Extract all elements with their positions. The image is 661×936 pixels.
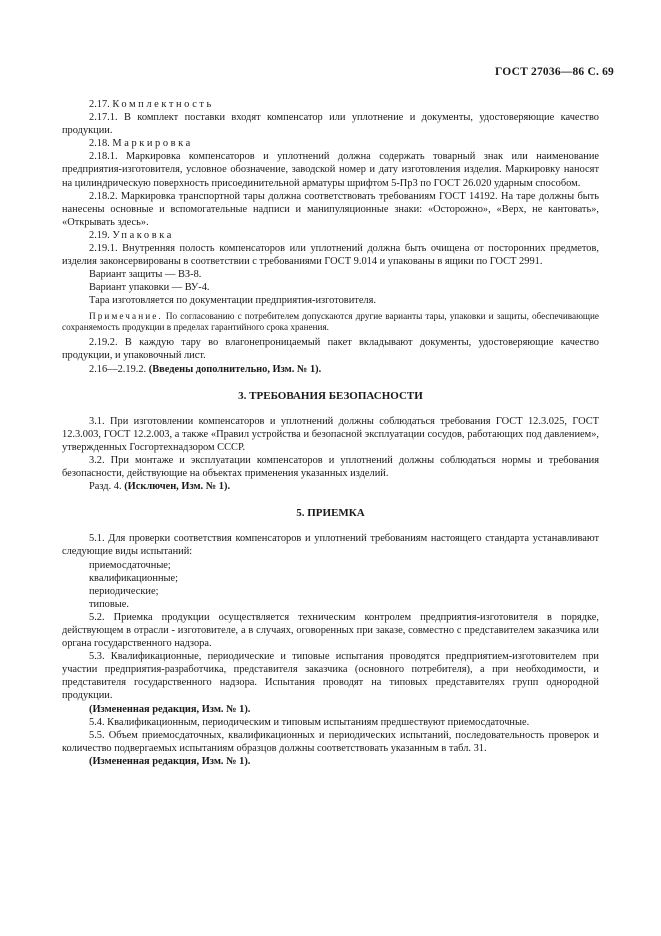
note-paragraph — [62, 311, 599, 334]
paragraph-2-18-1: 2.18.1. Маркировка компенсаторов и уплотнений должна содержать товарный знак или наименование предприятия-изготовителя, условное обозначение, заводской номер и дату изготовления изделия. Маркировку наносят на цилиндрическую поверхность присоединительной арматуры шрифтом 5-Пр3 по ГОСТ 26.020 ударным способом. — [62, 151, 599, 189]
paragraph-5-2: 5.2. Приемка продукции осуществляется техническим контролем предприятия-изготовителя в порядке, действующем в отрасли - изготовителе, а в случаях, оговоренных при заказе, совместно с представителем заказчика или органа государственного надзора. — [62, 611, 599, 650]
amendment-ref: 2.16—2.19.2. — [89, 363, 147, 375]
section-number: 2.19. — [89, 229, 110, 241]
paragraph-2-19-2: 2.19.2. В каждую тару во влагонепроницаемый пакет вкладывают документы, удостоверяющие качество продукции, и упаковочный лист. — [62, 337, 599, 362]
page-content — [62, 98, 599, 768]
amendment-text: (Введены дополнительно, Изм. № 1). — [148, 363, 322, 375]
section-2-19-heading — [62, 229, 599, 242]
page-header: ГОСТ 27036—86 С. 69 — [495, 66, 614, 78]
paragraph-2-18-2: 2.18.2. Маркировка транспортной тары должна соответствовать требованиям ГОСТ 14192. На таре должны быть нанесены основные и вспомогательные надписи и манипуляционные знаки: «Осторожно», «Верх, не кантовать», «Открывать здесь». — [62, 190, 599, 228]
section-ref: Разд. 4. — [89, 481, 122, 493]
amendment-text: (Исключен, Изм. № 1). — [124, 481, 231, 493]
section-number: 2.17. — [89, 99, 110, 110]
section-title: Упаковка — [112, 229, 174, 241]
tare-note: Тара изготовляется по документации предприятия-изготовителя. — [89, 295, 376, 307]
test-type-item: типовые. — [89, 598, 129, 610]
section-2-18-heading — [62, 137, 599, 150]
section-number: 2.18. — [89, 138, 110, 150]
test-type-item: квалификационные; — [89, 572, 178, 584]
section-title: Маркировка — [112, 138, 193, 150]
section-3-title: 3. ТРЕБОВАНИЯ БЕЗОПАСНОСТИ — [238, 389, 423, 402]
note-label: Примечание. — [89, 310, 163, 321]
section-4-excluded — [62, 480, 599, 493]
paragraph-3-2: 3.2. При монтаже и эксплуатации компенсаторов и уплотнений должны соблюдаться нормы и требования безопасности, действующие на объектах применения указанных изделий. — [62, 454, 599, 480]
paragraph-2-19-1: 2.19.1. Внутренняя полость компенсаторов или уплотнений должна быть очищена от посторонних предметов, изделия законсервированы в соответствии с требованиями ГОСТ 9.014 и упакованы в ящики по ГОСТ 2991. — [62, 243, 599, 268]
section-2-17-heading — [62, 98, 599, 111]
section-title: Комплектность — [112, 99, 214, 110]
paragraph-2-17-1: 2.17.1. В комплект поставки входят компенсатор или уплотнение и документы, удостоверяющие качество продукции. — [62, 112, 599, 137]
note-text: По согласованию с потребителем допускаются другие варианты тары, упаковки и защиты, обеспечивающие сохраняемость продукции в пределах гарантийного срока хранения. — [62, 310, 600, 332]
protection-variant: Вариант защиты — ВЗ-8. — [89, 269, 202, 281]
paragraph-3-1: 3.1. При изготовлении компенсаторов и уплотнений должны соблюдаться требования ГОСТ 12.3.025, ГОСТ 12.3.003, ГОСТ 12.2.003, а также «Правил устройства и безопасной эксплуатации сосудов, работающих под давлением», утвержденных Госгортехнадзором СССР. — [62, 415, 599, 453]
section-5-title: 5. ПРИЕМКА — [296, 507, 365, 520]
paragraph-5-5: 5.5. Объем приемосдаточных, квалификационных и периодических испытаний, последовательность проверок и количество подвергаемых испытаниям образцов должны соответствовать указанным в табл. 31. — [62, 729, 599, 754]
paragraph-5-4: 5.4. Квалификационным, периодическим и типовым испытаниям предшествуют приемосдаточные. — [89, 716, 530, 728]
amendment-2-16 — [62, 363, 599, 376]
packaging-variant: Вариант упаковки — ВУ-4. — [89, 282, 210, 294]
paragraph-5-3: 5.3. Квалификационные, периодические и типовые испытания проводятся предприятием-изготовителем при участии предприятия-разработчика, представителя заказчика (основного потребителя), а при необходимости, и представителя государственного надзора. Испытания проводят на типовых представителях групп однородной продукции. — [62, 651, 599, 702]
paragraph-5-1: 5.1. Для проверки соответствия компенсаторов и уплотнений требованиям настоящего стандарта устанавливают следующие виды испытаний: — [62, 533, 599, 558]
test-type-item: приемосдаточные; — [89, 559, 171, 571]
amendment-5-3: (Измененная редакция, Изм. № 1). — [89, 703, 251, 715]
amendment-5-5: (Измененная редакция, Изм. № 1). — [89, 755, 251, 767]
test-type-item: периодические; — [89, 585, 159, 597]
